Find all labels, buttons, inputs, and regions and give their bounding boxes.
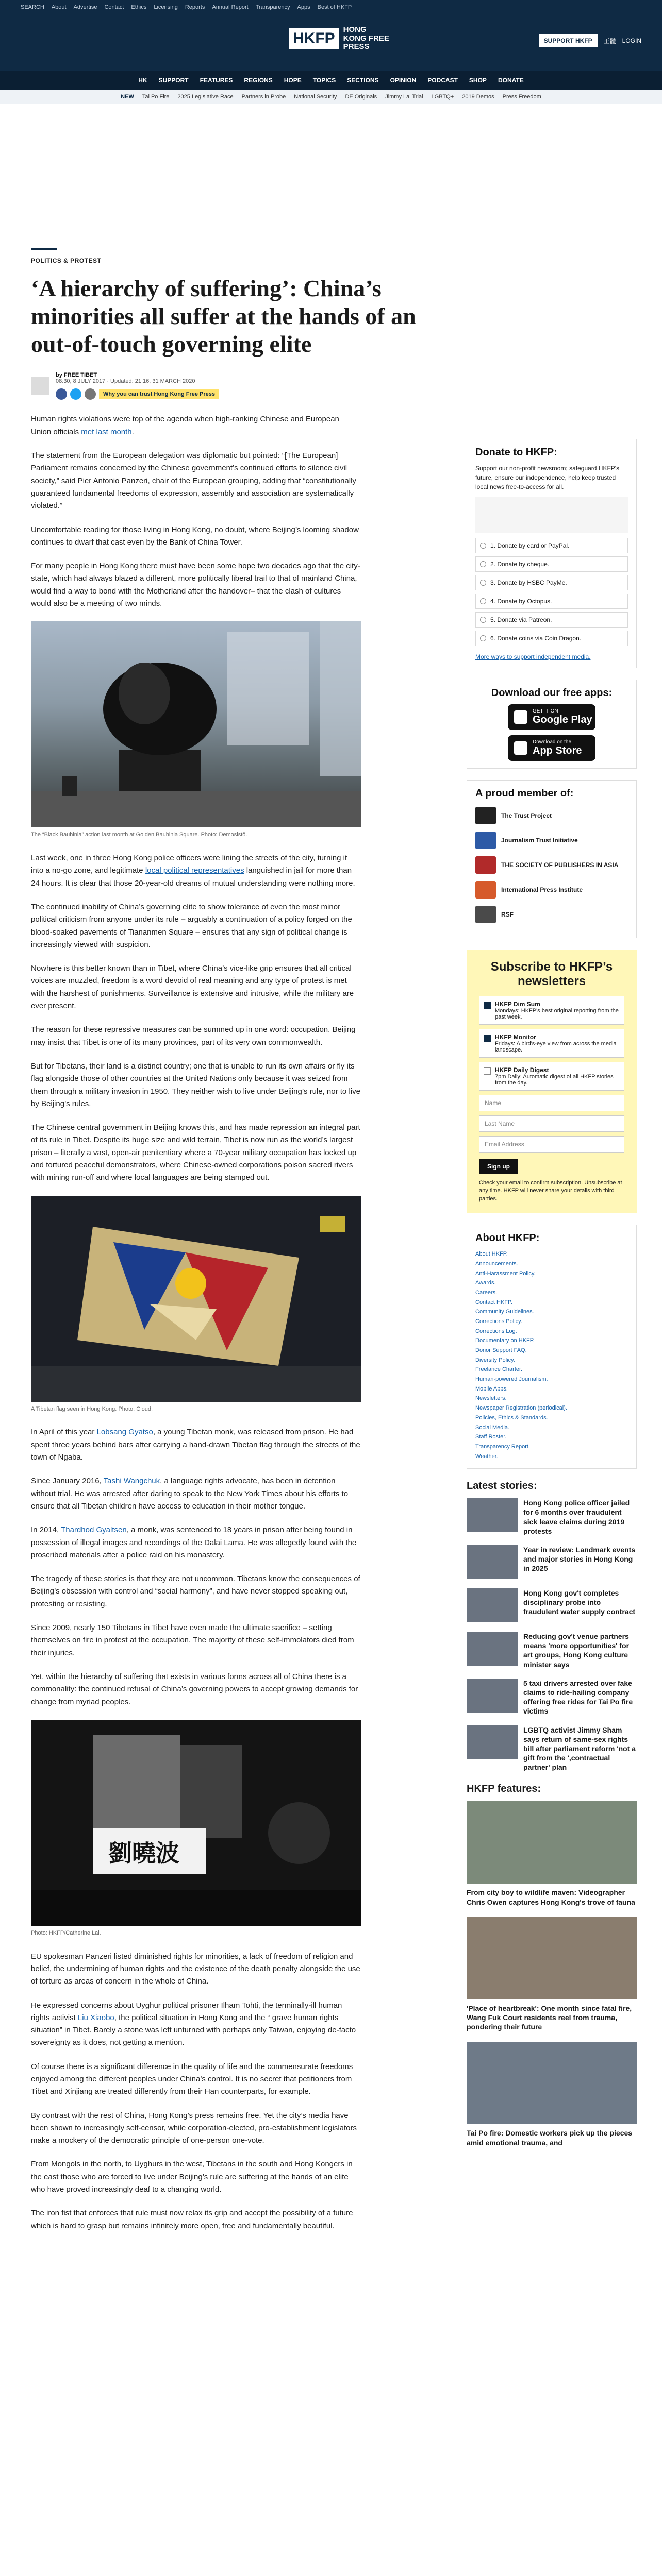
trust-project-logo xyxy=(475,807,496,824)
tashi-wangchuk-link[interactable]: Tashi Wangchuk xyxy=(103,1477,160,1486)
language-link[interactable]: 正體 xyxy=(603,37,616,45)
story-thumbnail xyxy=(467,1498,518,1532)
gplay-label: Google Play xyxy=(533,714,592,725)
about-link[interactable]: Anti-Harassment Policy. xyxy=(475,1270,536,1277)
donate-option[interactable] xyxy=(475,612,628,628)
thardhod-gyaltsen-link[interactable]: Thardhod Gyaltsen xyxy=(61,1526,127,1535)
topbar-item-licensing[interactable]: Licensing xyxy=(154,4,178,10)
checkbox-icon[interactable] xyxy=(484,1067,491,1075)
bauhinia-illustration xyxy=(31,621,361,827)
share-bar xyxy=(56,388,219,400)
paragraph: The Chinese central government in Beijing knows this, and has made repression an integral part of its rule in Tibet. Despite its huge size and wild terrain, Tibet is now run as the world’s largest prison – literally a vast, open-air penitentiary where a 70-year military occupation has locked up and tortured peaceful demonstrators, where Chinese-owned corporations poison sacred rivers with mining run-off and where local languages are being stamped out. xyxy=(31,1123,360,1182)
about-link[interactable]: Diversity Policy. xyxy=(475,1357,515,1363)
apps-title: Download our free apps: xyxy=(491,687,613,699)
paragraph: Nowhere is this better known than in Tibet, where China’s vice-like grip ensures that all critical voices are muzzled, freedom is a word devoid of real meaning and any type of protest is met with the harshest of punishments. Surveillance is extensive and intrusive, while the military are ever present. xyxy=(31,964,354,1011)
paragraph: The statement from the European delegation was diplomatic but pointed: “[The European] Parliament remains concerned by the Chinese government’s continued efforts to silence civil society,” said Pier Antonio Panzeri, chair of the European grouping, adding that “constitutionally guaranteed fundamental freedoms of expression, assembly and association are systematically violated.” xyxy=(31,451,356,511)
story-title: Hong Kong police officer jailed for 6 months over fraudulent sick leave claims during 2019 protests xyxy=(523,1499,630,1535)
google-play-icon xyxy=(514,710,527,724)
article-body xyxy=(31,413,361,2232)
topbar-item-transparency[interactable]: Transparency xyxy=(255,4,290,10)
paragraph: In 2014, Thardhod Gyaltsen, a monk, was sentenced to 18 years in prison after being found in possession of illegal images and recordings of the Dalai Lama. He was allegedly found with the proscribed materials after a police raid on his monastery. xyxy=(31,1526,357,1560)
trust-link[interactable]: Why you can trust Hong Kong Free Press xyxy=(99,389,219,399)
updated-date: Updated: 21:16, 31 MARCH 2020 xyxy=(110,378,195,385)
paragraph: Last week, one in three Hong Kong police officers were lining the streets of the city, turning it into a no-go zone, and legitimate local political representatives languished in jail for more than 24 hours. It is clear that those 20-year-old dreams of mutual understanding were nothing more. xyxy=(31,854,355,888)
about-link[interactable]: Staff Roster. xyxy=(475,1434,507,1440)
member-item[interactable] xyxy=(475,807,628,824)
paragraph: Since 2009, nearly 150 Tibetans in Tibet have even made the ultimate sacrifice – setting themselves on fire in protest at the occupation. The majority of these self-immolators died from their injuries. xyxy=(31,1623,354,1657)
about-link[interactable]: Newspaper Registration (periodical). xyxy=(475,1405,567,1412)
nav-item-topics[interactable]: TOPICS xyxy=(312,77,336,84)
donate-option-label: 4. Donate by Octopus. xyxy=(490,598,552,605)
top-bar xyxy=(0,0,662,14)
subnav-item[interactable]: 2025 Legislative Race xyxy=(177,94,234,100)
about-link[interactable]: Mobile Apps. xyxy=(475,1385,508,1392)
donate-widget xyxy=(475,497,628,533)
member-label: Journalism Trust Initiative xyxy=(501,837,578,844)
about-link[interactable]: Documentary on HKFP. xyxy=(475,1337,535,1344)
tibet-flag-illustration xyxy=(31,1196,361,1402)
vigil-illustration xyxy=(31,1720,361,1926)
paragraph: He expressed concerns about Uyghur political prisoner Ilham Tohti, the terminally-ill human rights activist Liu Xiaobo, the political situation in Hong Kong and the “ grave human rights situation” in Tibet. Barely a stone was left unturned with perhaps only Taiwan, enjoying de-facto sovereignty as it does, not getting a mention. xyxy=(31,2001,356,2047)
about-link[interactable]: Weather. xyxy=(475,1453,498,1460)
about-link[interactable]: Corrections Log. xyxy=(475,1328,517,1334)
figure-caption: A Tibetan flag seen in Hong Kong. Photo: Cloud. xyxy=(31,1405,153,1412)
member-card xyxy=(467,780,637,938)
nl-name: HKFP Daily Digest xyxy=(495,1066,549,1074)
byline: by FREE TIBET 08:30, 8 JULY 2017 · Updated: 21:16, 31 MARCH 2020 Why you can trust Hong Kong Free Press xyxy=(31,372,449,400)
story-item[interactable] xyxy=(467,1498,637,1536)
nav-item-shop[interactable]: SHOP xyxy=(469,77,487,84)
feature-image xyxy=(467,1917,637,1999)
about-link[interactable]: Contact HKFP. xyxy=(475,1299,512,1306)
donate-option[interactable] xyxy=(475,575,628,590)
apple-label: App Store xyxy=(533,745,582,756)
topbar-item-contact[interactable]: Contact xyxy=(104,4,124,10)
subnav-item[interactable]: Press Freedom xyxy=(502,94,541,100)
story-title: Hong Kong gov't completes disciplinary probe into fraudulent water supply contract xyxy=(523,1589,636,1616)
apple-icon xyxy=(514,741,527,755)
about-link[interactable]: Donor Support FAQ. xyxy=(475,1347,527,1354)
donate-option[interactable] xyxy=(475,556,628,572)
donate-card xyxy=(467,439,637,668)
support-button[interactable]: SUPPORT HKFP xyxy=(539,34,598,47)
paragraph: Of course there is a significant difference in the quality of life and the commensurate freedoms enjoyed among the different peoples under China’s control. It is no secret that petitioners from Tibet and Xinjiang are treated differently from their Han counterparts, for example. xyxy=(31,2062,353,2096)
story-thumbnail xyxy=(467,1679,518,1713)
nav-item-support[interactable]: SUPPORT xyxy=(158,77,189,84)
article-category[interactable]: POLITICS & PROTEST xyxy=(31,248,57,264)
topbar-item-reports[interactable]: Reports xyxy=(185,4,205,10)
subnav-item[interactable]: DE Originals xyxy=(345,94,377,100)
jti-logo xyxy=(475,832,496,849)
nl-desc: Fridays: A bird's-eye view from across the media landscape. xyxy=(495,1041,617,1053)
site-header xyxy=(0,14,662,71)
gplay-small: GET IT ON xyxy=(533,708,558,714)
sopa-logo xyxy=(475,856,496,874)
paragraph: The continued inability of China’s governing elite to show tolerance of even the most minor political criticism from anyone under its rule – arguably a continuation of a policy forged on the blood-soaked pavements of Tiananmen Square – ensures that any sign of political change is increasingly viewed with suspicion. xyxy=(31,903,352,949)
story-thumbnail xyxy=(467,1725,518,1759)
radio-icon xyxy=(480,543,486,549)
about-link[interactable]: Policies, Ethics & Standards. xyxy=(475,1414,548,1421)
subnav-item[interactable]: 2019 Demos xyxy=(462,94,494,100)
nav-item-opinion[interactable]: OPINION xyxy=(390,77,417,84)
donate-title: Donate to HKFP: xyxy=(475,447,557,458)
about-link[interactable]: Careers. xyxy=(475,1289,498,1296)
donate-option-label: 3. Donate by HSBC PayMe. xyxy=(490,579,567,586)
name-field[interactable]: Name xyxy=(479,1095,624,1111)
about-link[interactable]: Community Guidelines. xyxy=(475,1309,534,1315)
email-icon[interactable] xyxy=(85,388,96,400)
donate-option[interactable] xyxy=(475,538,628,553)
nav-item-regions[interactable]: REGIONS xyxy=(244,77,273,84)
donate-option-label: 5. Donate via Patreon. xyxy=(490,616,552,623)
paragraph: But for Tibetans, their land is a distinct country; one that is unable to run its own affairs or fly its flag alongside those of other countries at the United Nations only because it was seized from them through a military invasion in 1950. They neither wish to live under Beijing’s rule, nor to live by Beijing’s rules. xyxy=(31,1061,360,1108)
about-card xyxy=(467,1225,637,1469)
newsletter-card xyxy=(467,950,637,1213)
about-links xyxy=(475,1249,628,1461)
about-link[interactable]: Corrections Policy. xyxy=(475,1318,522,1325)
features xyxy=(467,1783,637,2147)
donate-option-label: 2. Donate by cheque. xyxy=(490,561,550,568)
radio-icon xyxy=(480,617,486,623)
story-title: Year in review: Landmark events and major stories in Hong Kong in 2025 xyxy=(523,1546,636,1573)
paragraph: The iron fist that enforces that rule must now relax its grip and accept the possibility of a future which is hard to grasp but remains infinitely more open, free and fundamentally beautiful. xyxy=(31,2209,353,2230)
app-store-button[interactable] xyxy=(508,735,595,761)
about-link[interactable]: Human-powered Journalism. xyxy=(475,1376,548,1383)
story-thumbnail xyxy=(467,1588,518,1622)
newsletter-option[interactable] xyxy=(479,1029,624,1058)
nav-item-podcast[interactable]: PODCAST xyxy=(427,77,458,84)
logo-text: HONG KONG FREE PRESS xyxy=(343,25,389,51)
site-logo[interactable] xyxy=(289,26,390,52)
topbar-item-search[interactable]: SEARCH xyxy=(21,4,44,10)
nav-item-hope[interactable]: HOPE xyxy=(284,77,302,84)
about-link[interactable]: Awards. xyxy=(475,1280,496,1286)
checkbox-icon[interactable] xyxy=(484,1002,491,1009)
topbar-item-apps[interactable]: Apps xyxy=(297,4,310,10)
logo-box: HKFP xyxy=(289,28,339,49)
author-avatar xyxy=(31,377,49,395)
member-title: A proud member of: xyxy=(475,788,574,799)
subnav-item[interactable]: National Security xyxy=(294,94,337,100)
member-label: International Press Institute xyxy=(501,886,583,893)
twitter-icon[interactable] xyxy=(70,388,81,400)
paragraph: For many people in Hong Kong there must have been some hope two decades ago that the city-state, which had always blazed a different, more politically liberal trail to that of mainland China, would find a way to bond with the Motherland after the handover– that the clash of cultures would also be a meeting of two minds. xyxy=(31,562,360,608)
ipi-logo xyxy=(475,881,496,899)
radio-icon xyxy=(480,635,486,641)
publish-date: 08:30, 8 JULY 2017 xyxy=(56,378,106,385)
subnav-item[interactable]: Tai Po Fire xyxy=(142,94,170,100)
nl-name: HKFP Monitor xyxy=(495,1033,536,1041)
liu-xiaobo-link[interactable]: Liu Xiaobo xyxy=(77,2013,114,2022)
paragraph: Uncomfortable reading for those living in Hong Kong, no doubt, where Beijing’s looming shadow continues to dwarf that cast even by the Bank of China Tower. xyxy=(31,525,359,547)
nav-item-donate[interactable]: DONATE xyxy=(498,77,524,84)
nl-desc: 7pm Daily: Automatic digest of all HKFP stories from the day. xyxy=(495,1074,614,1086)
paragraph: In April of this year Lobsang Gyatso, a young Tibetan monk, was released from prison. He had spent three years behind bars after carrying a hand-drawn Tibetan flag through the streets of the town of Ngaba. xyxy=(31,1428,360,1462)
local-political-representatives-link[interactable]: local political representatives xyxy=(145,866,244,875)
tibet-flag-photo xyxy=(31,1196,361,1402)
member-label: The Trust Project xyxy=(501,812,552,819)
feature-item[interactable] xyxy=(467,1801,637,1906)
figure-liu-xiaobo xyxy=(31,1720,361,1938)
topbar-item-best-of[interactable]: Best of HKFP xyxy=(317,4,352,10)
apple-small: Download on the xyxy=(533,739,572,745)
about-link[interactable]: Announcements. xyxy=(475,1260,518,1267)
story-thumbnail xyxy=(467,1632,518,1666)
subnav-item[interactable]: Partners in Probe xyxy=(241,94,286,100)
topbar-item-annual-report[interactable]: Annual Report xyxy=(212,4,249,10)
figure-tibet-flag xyxy=(31,1196,361,1414)
story-item[interactable] xyxy=(467,1545,637,1579)
feature-title: 'Place of heartbreak': One month since fatal fire, Wang Fuk Court residents reel from trauma, pondering their future xyxy=(467,2004,632,2031)
signup-button[interactable]: Sign up xyxy=(479,1159,518,1174)
sub-nav xyxy=(0,90,662,104)
subnav-item[interactable]: LGBTQ+ xyxy=(431,94,454,100)
about-title: About HKFP: xyxy=(475,1232,540,1244)
latest-stories xyxy=(467,1480,637,1772)
vigil-photo xyxy=(31,1720,361,1926)
feature-title: From city boy to wildlife maven: Videographer Chris Owen captures Hong Kong's trove of fauna xyxy=(467,1888,635,1906)
radio-icon xyxy=(480,598,486,604)
member-item[interactable] xyxy=(475,881,628,899)
about-link[interactable]: Social Media. xyxy=(475,1424,510,1431)
donate-option[interactable] xyxy=(475,594,628,609)
paragraph: By contrast with the rest of China, Hong Kong’s press remains free. Yet the city’s media have been shown to increasingly self-censor, while corporation-elected, pro-establishment legislators make a mockery of the democratic principle of one-person one-vote. xyxy=(31,2111,357,2145)
about-link[interactable]: Transparency Report. xyxy=(475,1443,530,1450)
nl-name: HKFP Dim Sum xyxy=(495,1001,540,1008)
login-link[interactable]: LOGIN xyxy=(622,37,641,44)
donate-option[interactable] xyxy=(475,631,628,646)
feature-title: Tai Po fire: Domestic workers pick up the pieces amid emotional trauma, and xyxy=(467,2129,633,2147)
story-thumbnail xyxy=(467,1545,518,1579)
facebook-icon[interactable] xyxy=(56,388,67,400)
feature-image xyxy=(467,2042,637,2124)
paragraph: From Mongols in the north, to Uyghurs in the west, Tibetans in the south and Hong Kongers in the east those who are forced to live under Beijing’s rule are suffering at the hands of an elite who have proved increasingly deaf to a changing world. xyxy=(31,2160,353,2194)
last-name-field[interactable]: Last Name xyxy=(479,1115,624,1132)
nav-item-hk[interactable]: HK xyxy=(138,77,147,84)
nl-desc: Mondays: HKFP's best original reporting from the past week. xyxy=(495,1008,619,1020)
paragraph: Since January 2016, Tashi Wangchuk, a language rights advocate, has been in detention without trial. He was arrested after daring to speak to the New York Times about his efforts to ensure that all Tibetan children have access to education in their mother tongue. xyxy=(31,1477,349,1511)
donate-option-label: 6. Donate coins via Coin Dragon. xyxy=(490,635,582,642)
more-ways-link[interactable]: More ways to support independent media. xyxy=(475,653,591,660)
topbar-item-about[interactable]: About xyxy=(51,4,67,10)
article xyxy=(31,248,449,2244)
newsletter-note: Check your email to confirm subscription. Unsubscribe at any time. HKFP will never share your details with third parties. xyxy=(479,1180,622,1202)
paragraph: The reason for these repressive measures can be summed up in one word: occupation. Beijing may insist that Tibet is one of its many provinces, part of its very own commonwealth. xyxy=(31,1025,356,1047)
member-item[interactable] xyxy=(475,832,628,849)
radio-icon xyxy=(480,580,486,586)
story-title: 5 taxi drivers arrested over fake claims to ride-hailing company offering free rides for Tai Po fire victims xyxy=(523,1679,633,1716)
vigil-sign-text: 劉曉波 xyxy=(108,1839,179,1867)
figure-caption: The “Black Bauhinia” action last month at Golden Bauhinia Square. Photo: Demosistō. xyxy=(31,832,247,838)
about-link[interactable]: Freelance Charter. xyxy=(475,1366,523,1373)
figure-bauhinia xyxy=(31,621,361,840)
story-title: Reducing gov't venue partners means 'more opportunities' for art groups, Hong Kong culture minister says xyxy=(523,1632,630,1669)
member-item[interactable] xyxy=(475,906,628,923)
feature-item[interactable] xyxy=(467,1917,637,2032)
feature-item[interactable] xyxy=(467,2042,637,2147)
figure-caption: Photo: HKFP/Catherine Lai. xyxy=(31,1929,101,1936)
met-last-month-link[interactable]: met last month xyxy=(81,427,132,436)
nav-item-features[interactable]: FEATURES xyxy=(200,77,233,84)
about-link[interactable]: About HKFP. xyxy=(475,1251,508,1258)
bauhinia-photo xyxy=(31,621,361,827)
member-label: THE SOCIETY OF PUBLISHERS IN ASIA xyxy=(501,861,619,869)
member-label: RSF xyxy=(501,911,514,918)
lobsang-gyatso-link[interactable]: Lobsang Gyatso xyxy=(96,1428,153,1437)
latest-title: Latest stories: xyxy=(467,1480,537,1492)
sidebar xyxy=(467,439,637,2158)
topbar-item-advertise[interactable]: Advertise xyxy=(73,4,97,10)
donate-text: Support our non-profit newsroom; safeguard HKFP's future, ensure our independence, help keep trusted local news free-to-access for all. xyxy=(475,465,620,490)
email-field[interactable]: Email Address xyxy=(479,1136,624,1153)
features-title: HKFP features: xyxy=(467,1783,541,1795)
about-link[interactable]: Newsletters. xyxy=(475,1395,507,1402)
story-title: LGBTQ activist Jimmy Sham says return of same-sex rights bill after parliament reform 'not a gift from the ',contractual partner' plan xyxy=(523,1725,636,1772)
member-item[interactable] xyxy=(475,856,628,874)
newsletter-option[interactable] xyxy=(479,996,624,1025)
topbar-item-ethics[interactable]: Ethics xyxy=(131,4,147,10)
donate-option-label: 1. Donate by card or PayPal. xyxy=(490,542,570,549)
newsletter-title: Subscribe to HKFP’s newsletters xyxy=(490,960,613,988)
story-item[interactable] xyxy=(467,1632,637,1669)
story-item[interactable] xyxy=(467,1725,637,1772)
story-item[interactable] xyxy=(467,1588,637,1622)
apps-card xyxy=(467,680,637,769)
rsf-logo xyxy=(475,906,496,923)
nav-item-sections[interactable]: SECTIONS xyxy=(347,77,379,84)
author-name[interactable]: by FREE TIBET xyxy=(56,372,97,379)
newsletter-option[interactable] xyxy=(479,1062,624,1091)
paragraph: The tragedy of these stories is that they are not uncommon. Tibetans know the consequences of Beijing’s obsession with control and “social harmony”, and have never stopped speaking out, protesting or resisting. xyxy=(31,1574,360,1608)
google-play-button[interactable] xyxy=(508,704,595,730)
paragraph: EU spokesman Panzeri listed diminished rights for minorities, a lack of freedom of religion and belief, the undermining of human rights and the existence of the death penalty alongside the use of torture as areas of concern in the whole of China. xyxy=(31,1952,360,1986)
paragraph: Yet, within the hierarchy of suffering that exists in various forms across all of China there is a commonality: the continued refusal of China’s governing powers to accept growing demands for change from myriad peoples. xyxy=(31,1672,358,1706)
checkbox-icon[interactable] xyxy=(484,1035,491,1042)
feature-image xyxy=(467,1801,637,1884)
radio-icon xyxy=(480,561,486,567)
story-item[interactable] xyxy=(467,1679,637,1716)
subnav-item[interactable]: Jimmy Lai Trial xyxy=(385,94,423,100)
paragraph: Human rights violations were top of the agenda when high-ranking Chinese and European Union officials met last month. xyxy=(31,415,339,436)
main-nav xyxy=(0,71,662,90)
subnav-new-badge: NEW xyxy=(121,94,134,100)
article-title: ‘A hierarchy of suffering’: China’s minorities all suffer at the hands of an out-of-touch governing elite xyxy=(31,275,416,357)
